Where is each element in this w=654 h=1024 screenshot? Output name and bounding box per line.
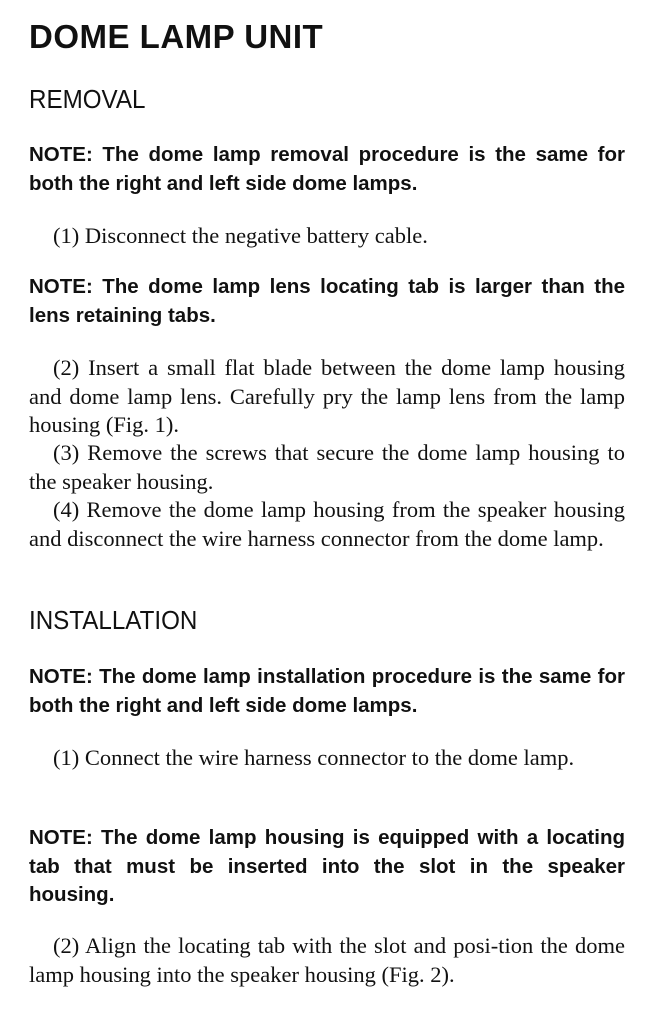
page-title: DOME LAMP UNIT [29,18,324,55]
removal-step-1: (1) Disconnect the negative battery cable. [53,223,428,248]
removal-heading: REMOVAL [29,84,146,114]
removal-step-2: (2) Insert a small flat blade between the dome lamp housing and dome lamp lens. Carefully pry the lamp lens from the lamp housing (Fig. 1). [29,355,625,437]
removal-step-3: (3) Remove the screws that secure the dome lamp housing to the speaker housing. [29,440,625,494]
installation-step-2: (2) Align the locating tab with the slot and posi-tion the dome lamp housing into the speaker housing (Fig. 2). [29,933,625,987]
installation-note-2: NOTE: The dome lamp housing is equipped with a locating tab that must be inserted into the slot in the speaker housing. [29,826,625,906]
installation-step-1: (1) Connect the wire harness connector to the dome lamp. [53,745,575,770]
removal-step-4: (4) Remove the dome lamp housing from the speaker housing and disconnect the wire harness connector from the dome lamp. [29,497,625,551]
removal-note-2: NOTE: The dome lamp lens locating tab is larger than the lens retaining tabs. [29,275,625,327]
installation-heading: INSTALLATION [29,605,198,635]
installation-note-1: NOTE: The dome lamp installation procedure is the same for both the right and left side dome lamps. [29,665,625,717]
removal-note-1: NOTE: The dome lamp removal procedure is the same for both the right and left side dome lamps. [29,143,625,195]
